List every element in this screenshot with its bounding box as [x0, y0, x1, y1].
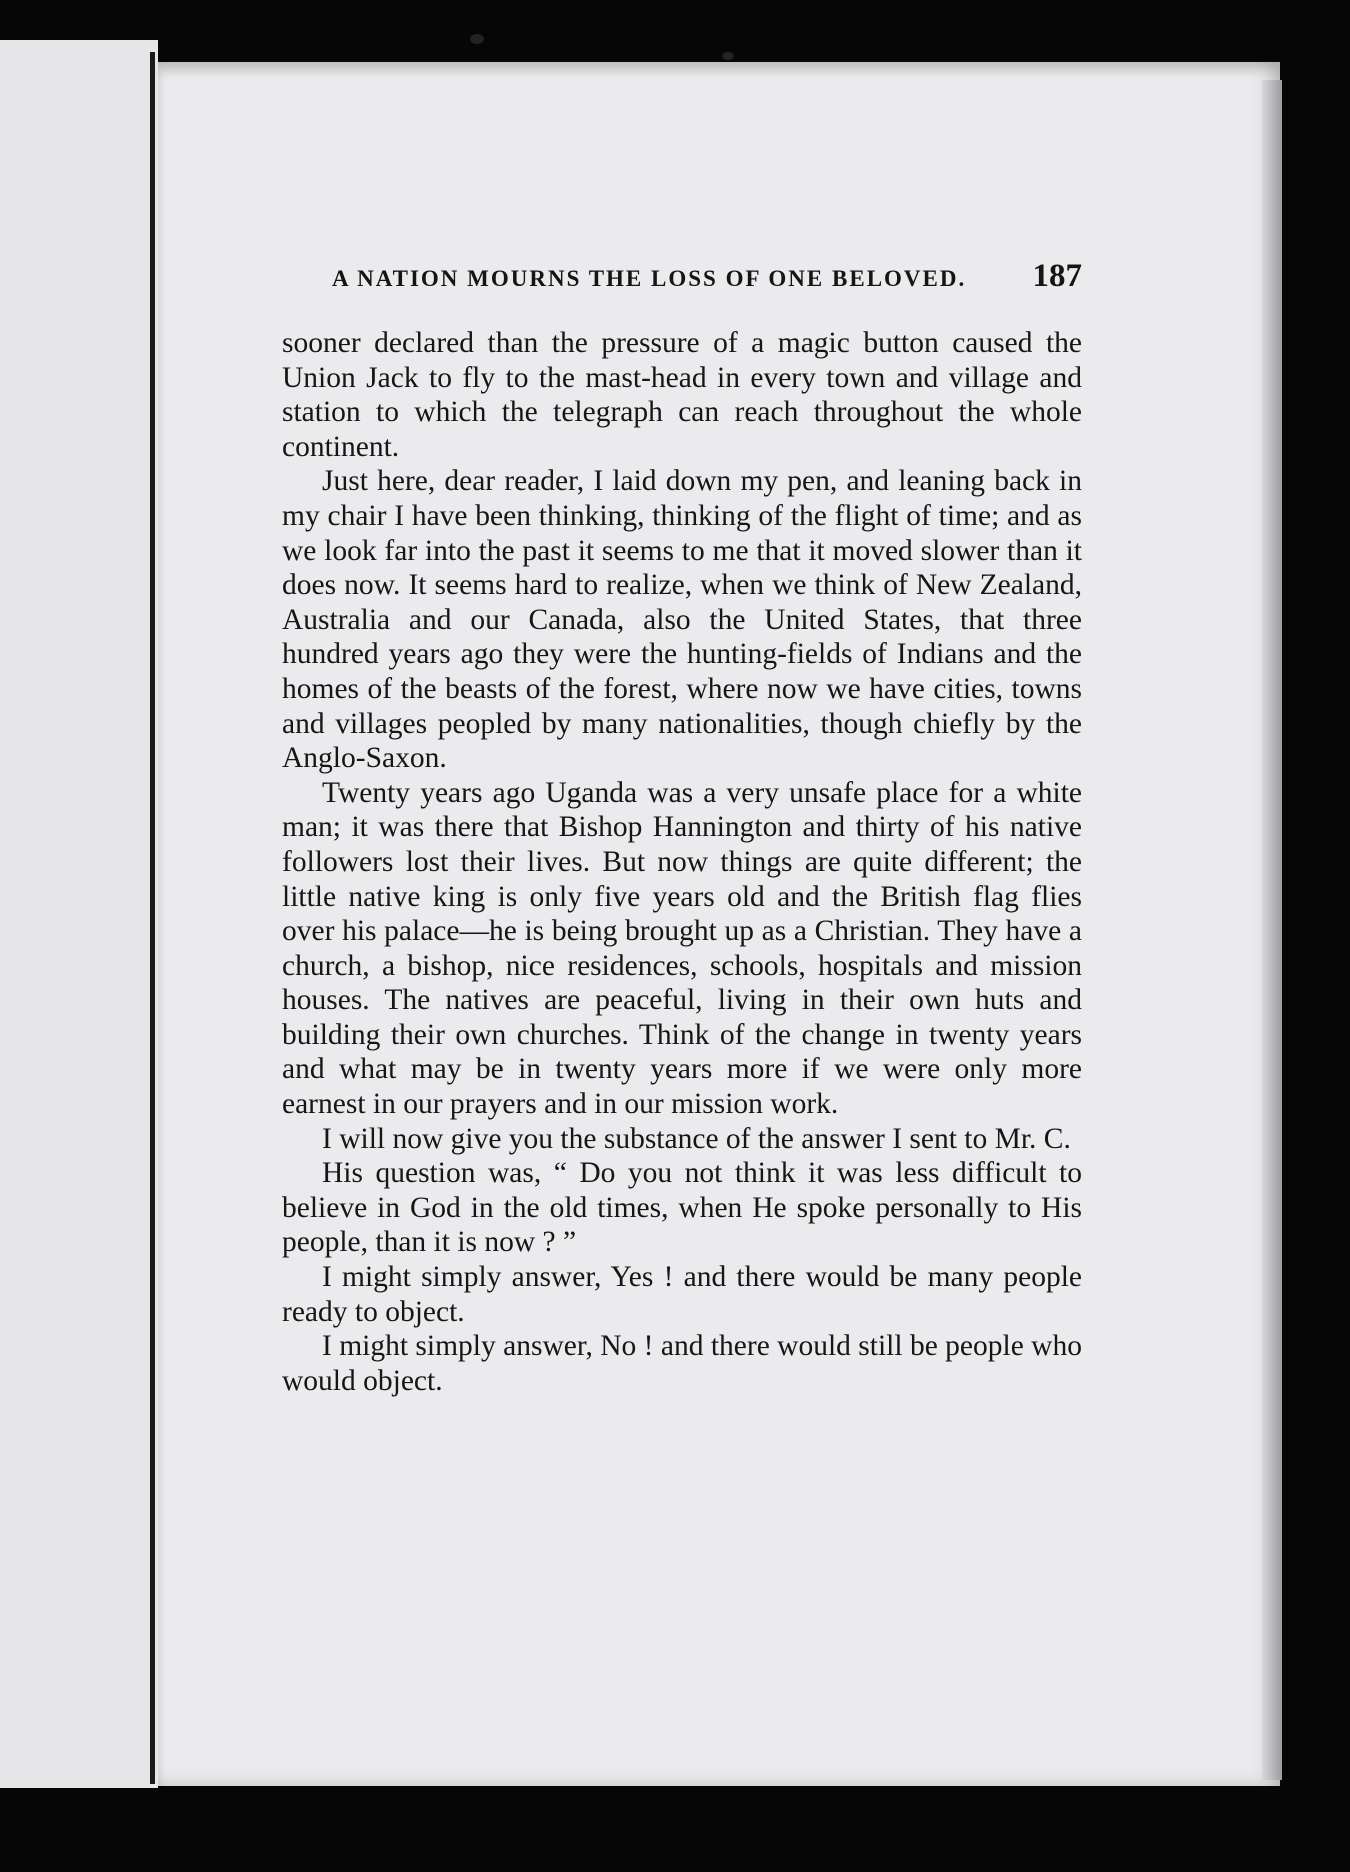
paragraph: I will now give you the substance of the answer I sent to Mr. C.	[322, 1122, 1071, 1155]
paragraph: Just here, dear reader, I laid down my pen, and leaning back in my chair I have been thinking, thinking of the flight of time; and as we look far into the past it seems to me that it moved slower than it does now. It seems hard to realize, when we think of New Zealand, Australia and our Canada, also the United States, that three hundred years ago they were the hunting-fields of Indians and the homes of the beasts of the forest, where now we have cities, towns and villages peopled by many nationalities, though chiefly by the Anglo-Saxon.	[282, 465, 1082, 775]
body-text	[282, 326, 1082, 1398]
paragraph: His question was, “ Do you not think it was less difficult to believe in God in the old times, when He spoke personally to His people, than it is now ? ”	[282, 1157, 1082, 1259]
running-title: A NATION MOURNS THE LOSS OF ONE BELOVED.	[332, 266, 967, 291]
page-right-edge	[1262, 80, 1282, 1780]
book-spine	[150, 52, 155, 1784]
facing-page-edge	[0, 40, 158, 1788]
paragraph: I might simply answer, Yes ! and there would be many people ready to object.	[282, 1261, 1082, 1328]
paragraph: sooner declared than the pressure of a magic button caused the Union Jack to fly to the mast-head in every town and village and station to which the telegraph can reach throughout the whole continent.	[282, 327, 1082, 463]
paragraph: Twenty years ago Uganda was a very unsafe place for a white man; it was there that Bishop Hannington and thirty of his native followers lost their lives. But now things are quite different; the little native king is only five years old and the British flag flies over his palace—he is being brought up as a Christian. They have a church, a bishop, nice residences, schools, hospitals and mission houses. The natives are peaceful, living in their own huts and building their own churches. Think of the change in twenty years and what may be in twenty years more if we were only more earnest in our prayers and in our mission work.	[282, 776, 1082, 1121]
scan-speck	[470, 34, 484, 44]
scan-speck	[722, 52, 734, 60]
running-head	[332, 258, 1082, 302]
page-number: 187	[1032, 258, 1082, 294]
paragraph: I might simply answer, No ! and there would still be people who would object.	[282, 1330, 1082, 1397]
